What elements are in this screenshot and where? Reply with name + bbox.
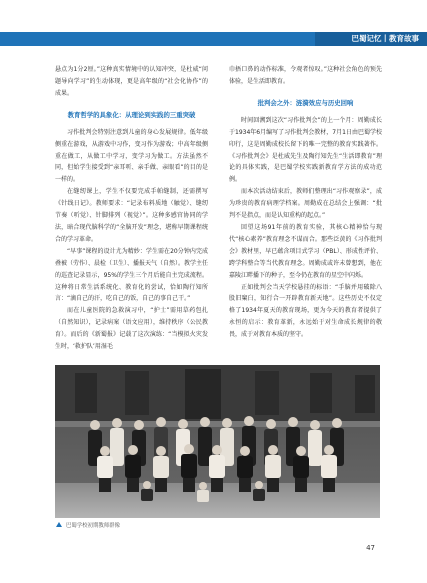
header-bar	[0, 32, 427, 46]
left-paragraph-5: 而在儿童医院的急救演习中，“护士”需用草药包扎（自然知识），记录病案（语文应用），维持秩序（公民教育）。而后的《新蜀报》记载了这次演练：“当模拟火灾发生时，‘救护队’用湿毛	[55, 307, 208, 351]
historical-group-photo	[55, 365, 380, 518]
left-paragraph-4: “早事”课程的设计尤为精妙：学生需在20分钟内完成叠被（劳作）、晨检（卫生）、播报天气（自然）。教学主任的巡查记录显示，95%的学生三个月后能自主完成流程。这种将日常生活系统化、教育化的尝试，恰如陶行知所言：“滴自己的汗，吃自己的饭，自己的事自己干。”	[55, 247, 209, 303]
header-strip	[315, 32, 427, 46]
left-paragraph-3: 在缝纫课上，学生不仅要完成手帕缝制，还需撰写《针线日记》。教师要求：“记录布料质地（触觉）、缝纫节奏（听觉）、针脚排列（视觉）”。这种多感官协同的学法，暗合现代脑科学的“全脑开发”理念，堪称早期课程统合的学习革命。	[55, 188, 208, 243]
left-subheading: 教育哲学的具象化：从理论到实践的三重突破	[67, 110, 196, 119]
photo-caption-text: 巴蜀学校初期教师群像	[66, 523, 120, 529]
group-photo-illustration	[55, 365, 380, 518]
right-paragraph-1: 巾捂口鼻的动作标准，令观者惊叹。”这种社会角色的预先体验，是生活即教育。	[229, 66, 382, 85]
right-subheading: 批判会之外：涟漪效应与历史回响	[257, 98, 354, 107]
caption-triangle-icon	[56, 522, 62, 527]
right-paragraph-4: 回望这场91年前的教育实验，其核心精神恰与现代“核心素养”教育理念不谋而合。那些泛黄的《习作批判会》教材里，早已蕴含项目式学习（PBL）、形成性评价、跨学科整合等当代教育理念。周勤成或许未曾想到，他在嘉陵江畔播下的种子，至今仍在教育的星空中闪烁。	[229, 223, 382, 279]
right-column	[229, 64, 382, 341]
right-paragraph-2: 时间回溯到这次“习作批判会”的上一个月：周勤成长于1934年6月编写了习作批判会教材，7月1日由巴蜀学校印行，这是周勤成校长留下的唯一完整的教育实践著作。《习作批判会》是杜威先生及陶行知先生“生活即教育”理论的具体实践，是巴蜀学校实践新教育学方法的成功范例。	[229, 116, 382, 184]
photo-caption	[56, 522, 120, 530]
page-number: 47	[366, 544, 375, 552]
right-paragraph-3: 而本次活动结束后，教师们整理出“习作观察录”，成为珍贵的教育病理学档案。周勤成在总结会上强调：“批判不是指点，而是认知重构的起点。”	[229, 188, 382, 220]
left-paragraph-1: 悬点为1分2厘。”这种真实情境中的认知冲突，是杜威“问题导向学习”的生动体现，更是高年级的“社会化协作”的成果。	[55, 66, 208, 97]
left-column	[55, 64, 208, 353]
right-paragraph-5: 正如批判会当天学校悬挂的标语：“手脑并用破除八股旧窠臼，知行合一开辟教育新天地”。这些历史不仅定格了1934年夏天的教育现场，更为今天的教育者提供了永恒的启示：教育革新，永远始于对生命成长规律的敬畏，成于对教育本质的坚守。	[229, 283, 382, 339]
left-paragraph-2: 习作批判会特别注意到儿童的身心发展规律。低年级侧重在游戏，从游戏中习作，变习作为游戏；中高年级侧重在做工，从做工中学习，变学习为做工。方法虽然不同，但始学生接受到“亲耳听、亲手做、亲眼看”的目的是一样的。	[55, 128, 208, 184]
section-title: 巴蜀记忆丨教育故事	[351, 34, 419, 43]
